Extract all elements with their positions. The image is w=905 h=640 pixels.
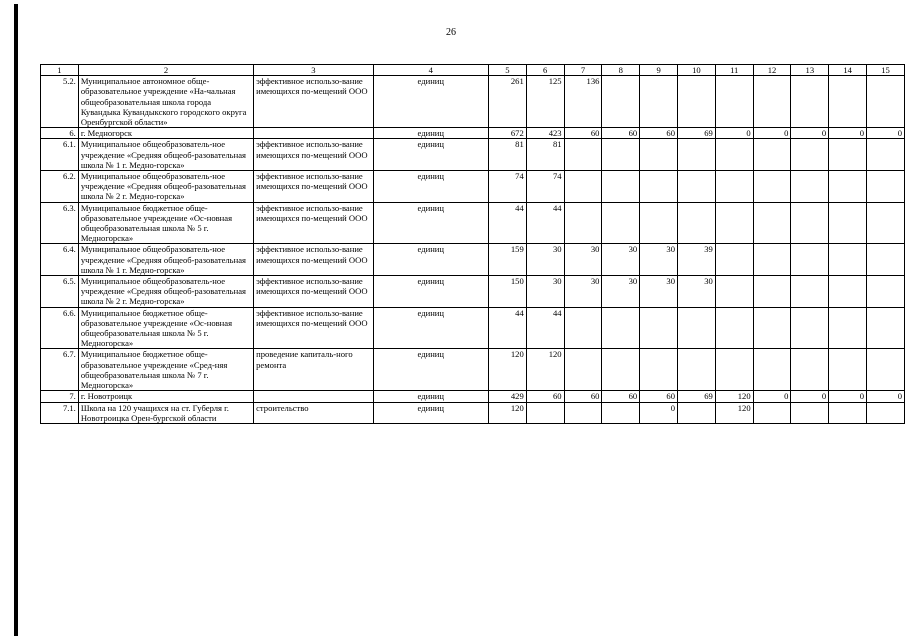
value-cell [753,171,791,203]
value-cell [678,202,716,244]
value-cell [715,171,753,203]
value-cell: 30 [564,244,602,276]
column-header: 12 [753,65,791,76]
value-cell [715,244,753,276]
value-cell [715,307,753,349]
institution-name: Муниципальное общеобразователь-ное учреждение «Средняя общеоб-разовательная школа № 2 г. Медно-горска» [78,276,253,308]
table-row [41,391,905,402]
value-cell: 30 [564,276,602,308]
scan-edge-bar [14,4,18,636]
row-number: 7. [41,391,79,402]
column-header: 14 [829,65,867,76]
value-cell [564,349,602,391]
table-row [41,202,905,244]
value-cell: 60 [564,128,602,139]
value-cell: 69 [678,128,716,139]
activity-type [254,391,374,402]
value-cell [791,202,829,244]
table-row [41,402,905,423]
activity-type: эффективное использо-вание имеющихся по-мещений ООО [254,171,374,203]
value-cell [640,139,678,171]
column-header: 1 [41,65,79,76]
unit-of-measure: единиц [373,402,488,423]
value-cell: 0 [791,128,829,139]
activity-type: эффективное использо-вание имеющихся по-мещений ООО [254,202,374,244]
institution-name: Муниципальное общеобразователь-ное учреждение «Средняя общеоб-разовательная школа № 1 г. Медно-горска» [78,244,253,276]
value-cell: 60 [564,391,602,402]
activity-type: эффективное использо-вание имеющихся по-мещений ООО [254,76,374,128]
row-number: 6.2. [41,171,79,203]
value-cell [829,76,867,128]
value-cell: 125 [526,76,564,128]
table-row [41,139,905,171]
column-header: 4 [373,65,488,76]
value-cell: 261 [488,76,526,128]
column-header: 7 [564,65,602,76]
value-cell [715,202,753,244]
value-cell [564,202,602,244]
value-cell [829,139,867,171]
value-cell [602,202,640,244]
value-cell [678,307,716,349]
value-cell: 672 [488,128,526,139]
value-cell [753,202,791,244]
column-header: 3 [254,65,374,76]
value-cell: 81 [488,139,526,171]
value-cell: 0 [829,128,867,139]
value-cell [715,139,753,171]
data-table [40,64,905,424]
value-cell [829,402,867,423]
value-cell: 60 [640,128,678,139]
value-cell: 150 [488,276,526,308]
unit-of-measure: единиц [373,276,488,308]
unit-of-measure: единиц [373,307,488,349]
row-number: 6. [41,128,79,139]
row-number: 6.7. [41,349,79,391]
value-cell [829,171,867,203]
value-cell [640,307,678,349]
institution-name: Муниципальное общеобразователь-ное учреждение «Средняя общеоб-разовательная школа № 1 г. Медно-горска» [78,139,253,171]
value-cell [602,139,640,171]
row-number: 6.3. [41,202,79,244]
value-cell: 60 [640,391,678,402]
column-header: 13 [791,65,829,76]
table-row [41,171,905,203]
value-cell: 44 [488,202,526,244]
value-cell [791,171,829,203]
column-header: 11 [715,65,753,76]
value-cell [791,139,829,171]
value-cell [867,244,905,276]
header-row [41,65,905,76]
value-cell [867,349,905,391]
institution-name: Муниципальное бюджетное обще-образовательное учреждение «Ос-новная общеобразовательная школа № 5 г. Медногорска» [78,202,253,244]
row-number: 6.6. [41,307,79,349]
value-cell [791,402,829,423]
value-cell [867,307,905,349]
value-cell [791,276,829,308]
value-cell [602,171,640,203]
value-cell [715,349,753,391]
value-cell: 0 [753,128,791,139]
value-cell [602,402,640,423]
unit-of-measure: единиц [373,171,488,203]
activity-type [254,128,374,139]
value-cell: 120 [526,349,564,391]
value-cell: 39 [678,244,716,276]
value-cell [564,139,602,171]
value-cell: 0 [753,391,791,402]
activity-type: эффективное использо-вание имеющихся по-мещений ООО [254,307,374,349]
value-cell [640,171,678,203]
value-cell: 74 [526,171,564,203]
value-cell: 120 [488,402,526,423]
value-cell [715,276,753,308]
institution-name: Муниципальное автономное обще-образовательное учреждение «На-чальная общеобразовательная школа города Кувандыка Кувандыкского городского округа Оренбургской области» [78,76,253,128]
column-header: 6 [526,65,564,76]
page-number: 26 [446,27,456,38]
column-header: 2 [78,65,253,76]
table-row [41,76,905,128]
institution-name: Муниципальное бюджетное обще-образовательное учреждение «Ос-новная общеобразовательная школа № 5 г. Медногорска» [78,307,253,349]
value-cell [640,202,678,244]
value-cell: 159 [488,244,526,276]
value-cell: 30 [602,244,640,276]
value-cell: 120 [488,349,526,391]
value-cell [791,307,829,349]
unit-of-measure: единиц [373,391,488,402]
value-cell: 429 [488,391,526,402]
value-cell [678,76,716,128]
value-cell: 136 [564,76,602,128]
value-cell: 30 [678,276,716,308]
value-cell [829,349,867,391]
value-cell: 81 [526,139,564,171]
value-cell [602,307,640,349]
value-cell [829,202,867,244]
unit-of-measure: единиц [373,244,488,276]
unit-of-measure: единиц [373,128,488,139]
value-cell [753,402,791,423]
value-cell: 30 [526,276,564,308]
value-cell [867,202,905,244]
value-cell [753,139,791,171]
table-row [41,276,905,308]
row-number: 5.2. [41,76,79,128]
value-cell [678,402,716,423]
column-header: 9 [640,65,678,76]
column-header: 15 [867,65,905,76]
value-cell: 60 [526,391,564,402]
activity-type: эффективное использо-вание имеющихся по-мещений ООО [254,139,374,171]
value-cell: 44 [488,307,526,349]
value-cell [791,349,829,391]
value-cell [640,349,678,391]
institution-name: Школа на 120 учащихся на ст. Губерля г. Новотроицка Орен-бургской области [78,402,253,423]
value-cell [753,307,791,349]
value-cell: 0 [829,391,867,402]
value-cell [715,76,753,128]
value-cell [564,307,602,349]
value-cell [678,171,716,203]
value-cell: 120 [715,402,753,423]
value-cell: 30 [602,276,640,308]
value-cell: 0 [640,402,678,423]
institution-name: г. Медногорск [78,128,253,139]
value-cell: 0 [867,391,905,402]
activity-type: эффективное использо-вание имеющихся по-мещений ООО [254,244,374,276]
value-cell: 44 [526,307,564,349]
value-cell: 120 [715,391,753,402]
value-cell [791,244,829,276]
table-row [41,244,905,276]
value-cell [829,307,867,349]
value-cell: 69 [678,391,716,402]
row-number: 6.4. [41,244,79,276]
value-cell [564,171,602,203]
value-cell [564,402,602,423]
value-cell: 0 [867,128,905,139]
value-cell: 30 [526,244,564,276]
value-cell [829,276,867,308]
institution-name: Муниципальное бюджетное обще-образовательное учреждение «Сред-няя общеобразовательная школа № 7 г. Медногорска» [78,349,253,391]
value-cell: 30 [640,276,678,308]
column-header: 5 [488,65,526,76]
column-header: 8 [602,65,640,76]
column-header: 10 [678,65,716,76]
value-cell [753,76,791,128]
value-cell [867,139,905,171]
row-number: 6.1. [41,139,79,171]
value-cell [753,349,791,391]
activity-type: проведение капиталь-ного ремонта [254,349,374,391]
value-cell: 60 [602,391,640,402]
institution-name: Муниципальное общеобразователь-ное учреждение «Средняя общеоб-разовательная школа № 2 г. Медно-горска» [78,171,253,203]
institution-name: г. Новотроицк [78,391,253,402]
value-cell [678,349,716,391]
value-cell [791,76,829,128]
value-cell [640,76,678,128]
value-cell: 30 [640,244,678,276]
value-cell [753,244,791,276]
unit-of-measure: единиц [373,76,488,128]
unit-of-measure: единиц [373,139,488,171]
value-cell [829,244,867,276]
value-cell [526,402,564,423]
activity-type: эффективное использо-вание имеющихся по-мещений ООО [254,276,374,308]
unit-of-measure: единиц [373,202,488,244]
unit-of-measure: единиц [373,349,488,391]
value-cell [867,402,905,423]
row-number: 6.5. [41,276,79,308]
value-cell: 44 [526,202,564,244]
value-cell [867,171,905,203]
value-cell: 60 [602,128,640,139]
value-cell: 74 [488,171,526,203]
value-cell [602,349,640,391]
value-cell [602,76,640,128]
table-row [41,349,905,391]
value-cell: 0 [715,128,753,139]
row-number: 7.1. [41,402,79,423]
table-row [41,128,905,139]
value-cell: 423 [526,128,564,139]
value-cell [678,139,716,171]
value-cell [867,76,905,128]
value-cell [753,276,791,308]
table-row [41,307,905,349]
value-cell: 0 [791,391,829,402]
activity-type: строительство [254,402,374,423]
value-cell [867,276,905,308]
